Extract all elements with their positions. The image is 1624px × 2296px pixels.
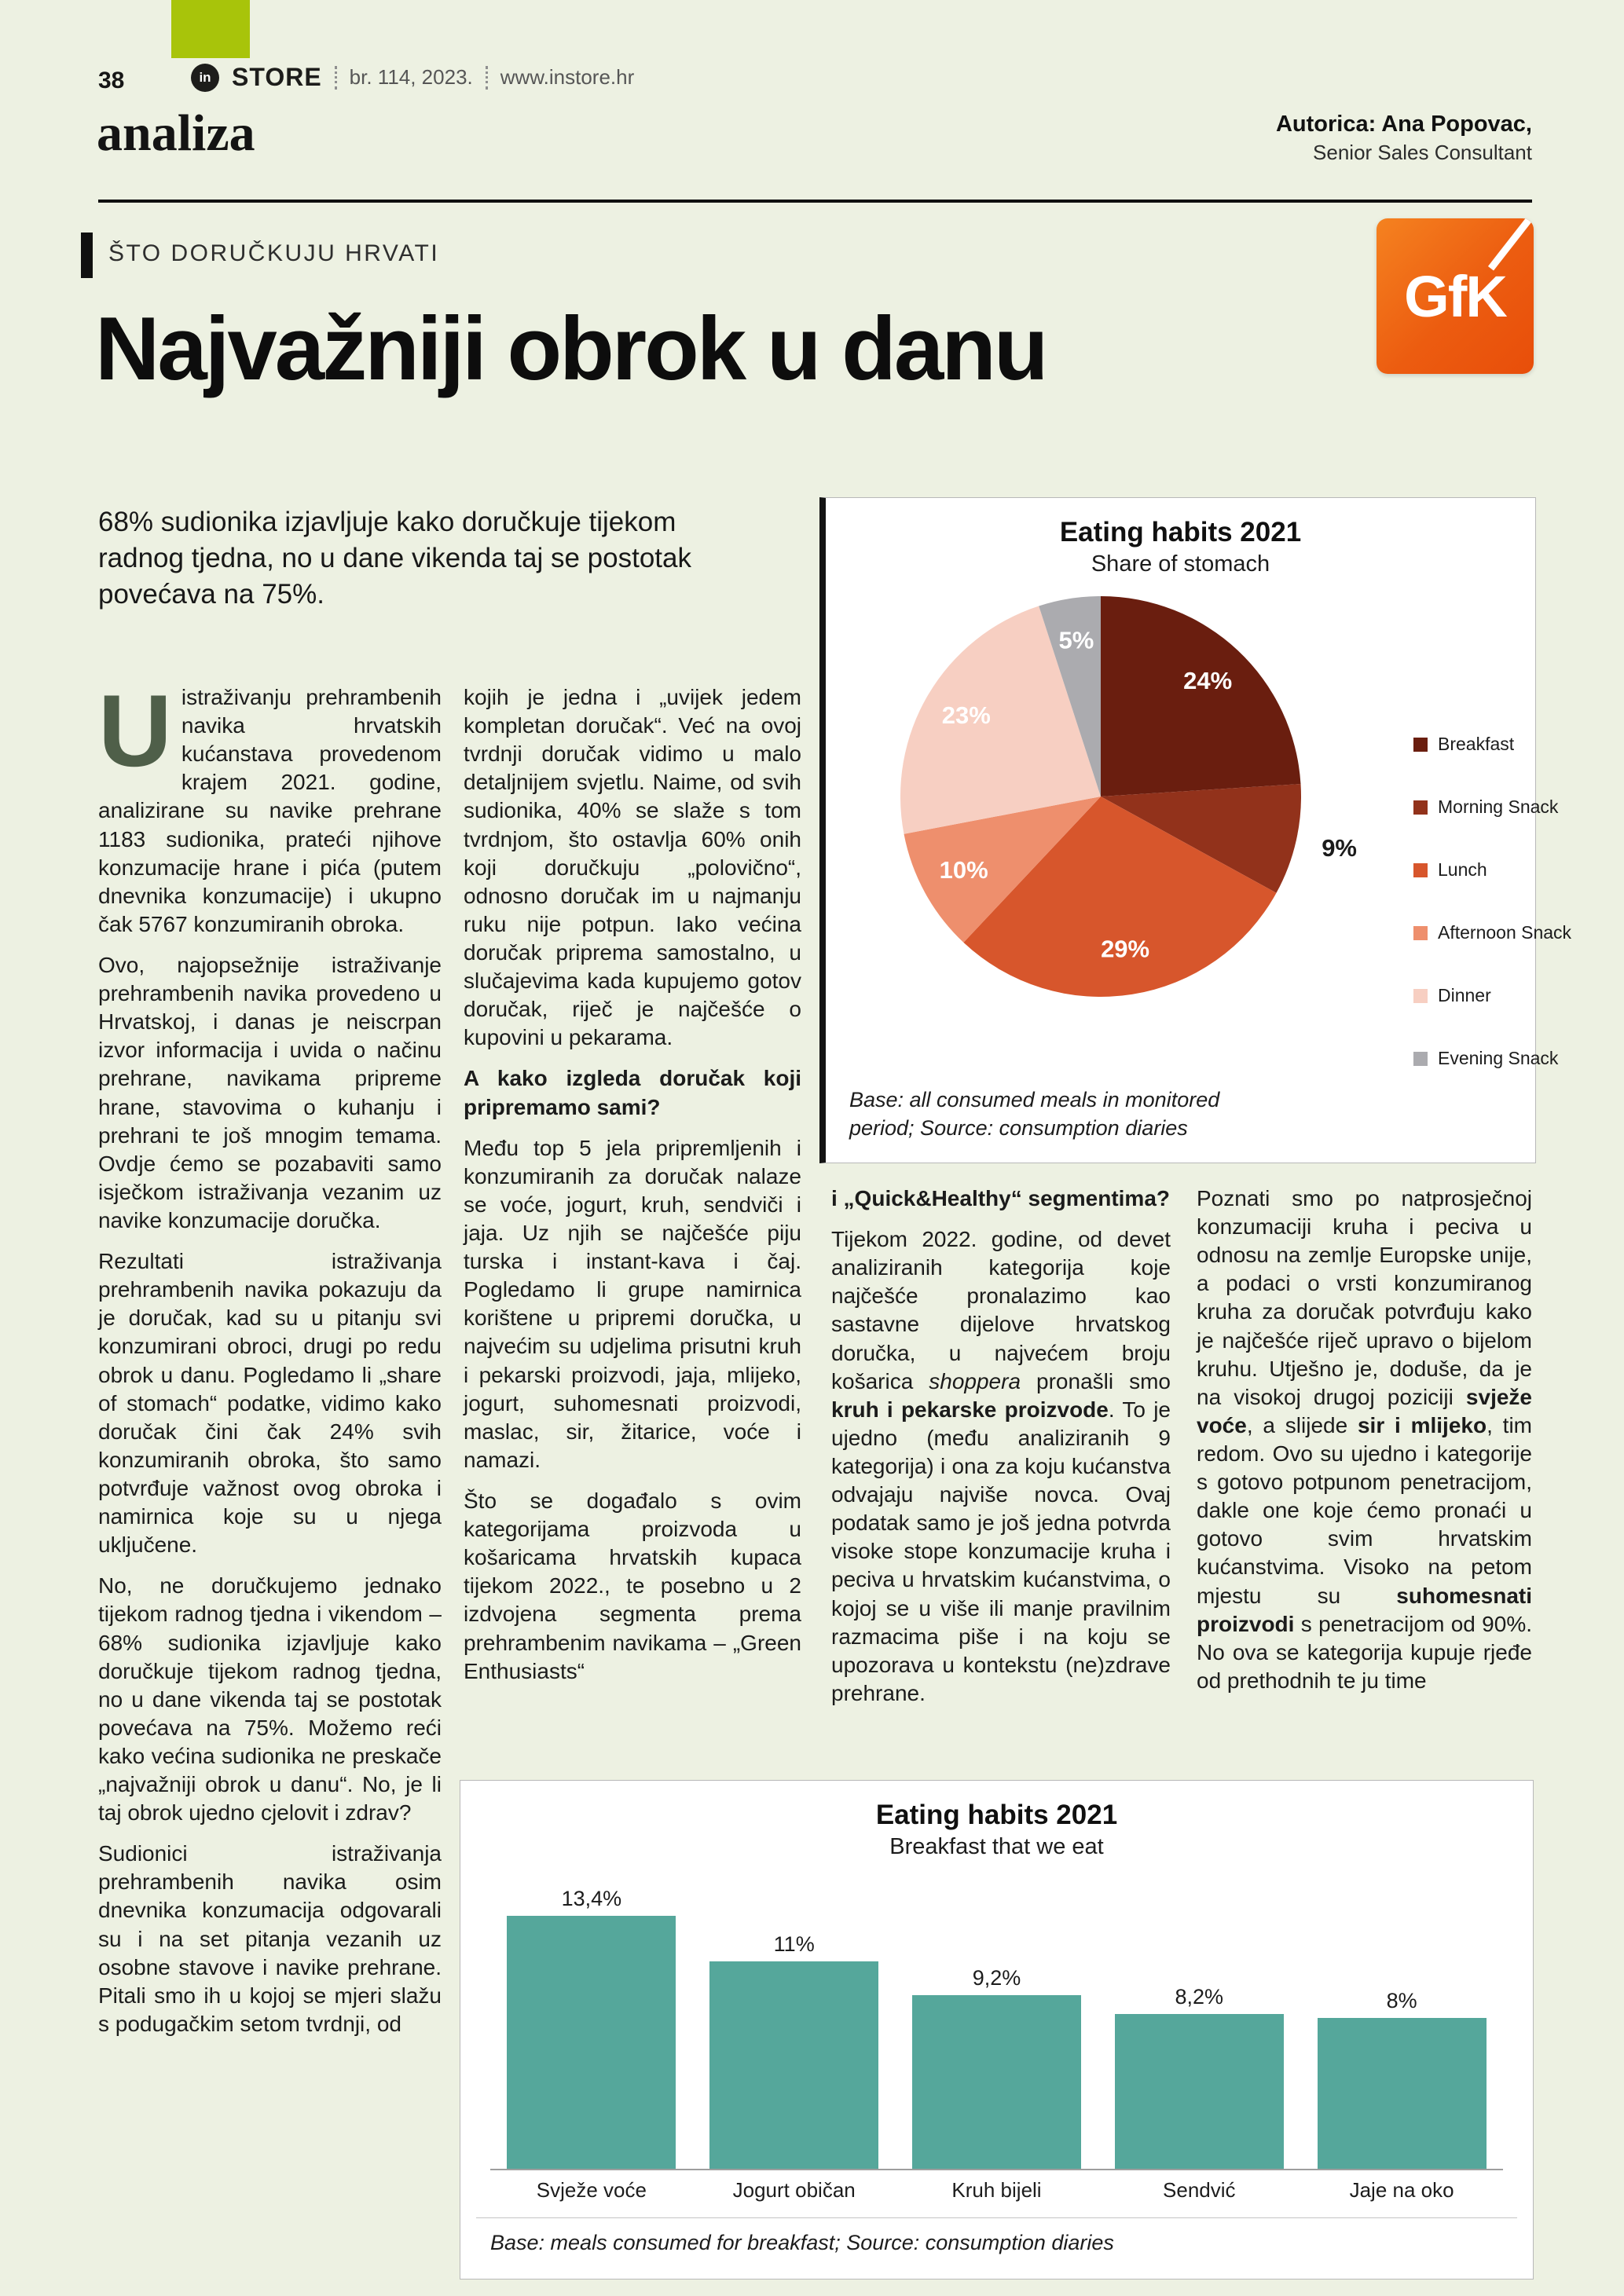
pie-value-label: 29%	[1101, 935, 1150, 963]
bar-column	[693, 1932, 896, 2169]
paragraph: Tijekom 2022. godine, od devet analiziranih kategorija koje najčešće pronalazimo kao sastavne dijelove hrvatskog doručka, u najvećem broju košarica shoppera pronašli smo kruh i pekarske proizvode. To je ujedno (među analiziranih 9 kategorija) i ona za koju kućanstva odvajaju najviše novca. Ovaj podatak samo je još jedna potvrda visoke stope konzumacije kruha i peciva u hrvatskim kućanstvima, o kojoj se u više ili manje pravilnim razmacima piše i na koju se upozorava u kontekstu (ne)zdrave prehrane.	[831, 1227, 1171, 1705]
legend-swatch-icon	[1413, 800, 1428, 815]
paragraph: Ovo, najopsežnije istraživanje prehrambenih navika provedeno u Hrvatskoj, i danas je neiscrpan izvor informacija i uvida o načinu prehrane, navikama pripreme hrane, stavovima o kuhanju i prehrani te još mnogim temama. Ovdje ćemo se pozabaviti samo isječkom istraživanja vezanim uz navike konzumacije doručka.	[98, 952, 442, 1232]
bar-axis-rule	[476, 2217, 1517, 2218]
gfk-slash-icon	[1488, 218, 1531, 271]
legend-label: Breakfast	[1438, 734, 1515, 754]
pie-value-label: 10%	[939, 855, 988, 884]
pie-chart-subtitle: Share of stomach	[1091, 551, 1270, 577]
bar-column	[1300, 1989, 1503, 2169]
header-rule	[98, 200, 1532, 203]
legend-label: Afternoon Snack	[1438, 922, 1572, 943]
pie-chart-title: Eating habits 2021	[1059, 517, 1302, 547]
legend-label: Evening Snack	[1438, 1048, 1559, 1068]
headline: Najvažniji obrok u danu	[95, 299, 1047, 399]
bar-sendvić	[1115, 2014, 1284, 2169]
paragraph: i „Quick&Healthy“ segmentima?	[831, 1186, 1171, 1210]
paragraph: Što se događalo s ovim kategorijama proizvoda u košaricama hrvatskih kupaca tijekom 2022., te posebno u 2 izdvojena segmenta prema prehrambenim navikama – „Green Enthusiasts“	[464, 1488, 801, 1683]
bar-column	[490, 1887, 693, 2169]
legend-swatch-icon	[1413, 738, 1428, 752]
bar-value-label: 13,4%	[561, 1887, 622, 1911]
bar-column	[1098, 1985, 1300, 2169]
website-url: www.instore.hr	[500, 65, 635, 89]
paragraph: Uistraživanju prehrambenih navika hrvatskih kućanstava provedenom krajem 2021. godine, analizirane su navike prehrane 1183 sudionika, prateći njihove konzumacije hrane i pića (putem dnevnika konzumacije) i ukupno čak 5767 konzumiranih obroka.	[98, 673, 442, 936]
article-column-1	[98, 673, 442, 2051]
author-title: Senior Sales Consultant	[1313, 141, 1532, 164]
masthead	[191, 63, 634, 92]
pie-chart	[841, 577, 1391, 1016]
brand-name: STORE	[232, 63, 322, 91]
legend-swatch-icon	[1413, 989, 1428, 1003]
divider	[486, 66, 488, 90]
paragraph: A kako izgleda doručak koji pripremamo sami?	[464, 1066, 801, 1119]
bar-chart-title: Eating habits 2021	[875, 1800, 1118, 1830]
kicker: ŠTO DORUČKUJU HRVATI	[108, 240, 440, 266]
masthead-green-block	[171, 0, 250, 58]
pie-chart-note: Base: all consumed meals in monitored period; Source: consumption diaries	[849, 1088, 1220, 1141]
legend-swatch-icon	[1413, 1052, 1428, 1066]
legend-item	[1413, 985, 1571, 1006]
instore-logo-icon: in	[191, 64, 219, 92]
pie-slice-breakfast	[1101, 596, 1301, 796]
kicker-accent-bar	[81, 233, 93, 278]
bar-value-label: 11%	[773, 1932, 815, 1956]
paragraph: Sudionici istraživanja prehrambenih navika osim dnevnika konzumacija odgovarali su i na set pitanja vezanih uz osobne stavove i navike prehrane. Pitali smo ih u kojoj se mjeri slažu s podugačkim setom tvrdnji, od	[98, 1841, 442, 2036]
bar-category-label: Sendvić	[1163, 2178, 1236, 2202]
paragraph: No, ne doručkujemo jednako tijekom radnog tjedna i vikendom – 68% sudionika izjavljuje kako doručkuje tijekom radnog tjedna, no u dane vikenda taj se postotak povećava na 75%. Možemo reći kako većina sudionika ne preskače „najvažniji obrok u danu“. No, je li taj obrok ujedno cjelovit i zdrav?	[98, 1573, 442, 1825]
bar-category-label: Jogurt običan	[732, 2178, 856, 2202]
bar-chart-note: Base: meals consumed for breakfast; Source: consumption diaries	[490, 2231, 1114, 2254]
drop-cap: U	[98, 673, 172, 788]
bar-kruh-bijeli	[912, 1995, 1081, 2169]
pie-value-label: 5%	[1058, 626, 1094, 654]
legend-swatch-icon	[1413, 926, 1428, 940]
bar-category-label: Jaje na oko	[1349, 2178, 1454, 2202]
legend-label: Morning Snack	[1438, 796, 1559, 817]
gfk-logo-text: GfK	[1404, 263, 1506, 329]
section-title: analiza	[97, 104, 255, 162]
bar-value-label: 8%	[1386, 1989, 1417, 2012]
legend-item	[1413, 859, 1571, 881]
divider	[335, 66, 337, 90]
legend-item	[1413, 796, 1571, 818]
paragraph: kojih je jedna i „uvijek jedem kompletan doručak“. Već na ovoj tvrdnji doručak vidimo u malo detaljnijem svjetlu. Naime, od svih sudionika, 40% se slaže s tom tvrdnjom, što ostavlja 60% onih koji doručkuju „polovično“, odnosno doručak im u najmanju ruku nije potpun. Iako većina doručak priprema samostalno, u slučajevima kada kupujemo gotov doručak, riječ je najčešće o kupovini u pekarama.	[464, 685, 801, 1050]
issue-number: br. 114, 2023.	[349, 65, 473, 89]
bar-svježe-voće	[507, 1916, 676, 2169]
lead-paragraph: 68% sudionika izjavljuje kako doručkuje tijekom radnog tjedna, no u dane vikenda taj se postotak povećava na 75%.	[98, 507, 691, 610]
author-name: Autorica: Ana Popovac,	[1275, 112, 1532, 137]
bar-chart-panel	[460, 1780, 1534, 2280]
article-column-3	[831, 1185, 1171, 1720]
bar-category-label: Svježe voće	[536, 2178, 647, 2202]
legend-label: Lunch	[1438, 859, 1487, 880]
bar-jaje-na-oko	[1318, 2018, 1487, 2169]
bar-value-label: 9,2%	[972, 1966, 1021, 1990]
paragraph: Rezultati istraživanja prehrambenih navika pokazuju da je doručak, kad su u pitanju svi konzumirani obroci, drugi po redu obrok u danu. Pogledamo li „share of stomach“ podatke, vidimo kako doručak čini čak 24% svih konzumiranih obroka, što samo potvrđuje važnost ovog obroka i namirnica koje su u njega uključene.	[98, 1249, 442, 1558]
bar-jogurt-običan	[709, 1961, 878, 2169]
bar-value-label: 8,2%	[1175, 1985, 1224, 2009]
legend-item	[1413, 1048, 1571, 1069]
paragraph: Poznati smo po natprosječnoj konzumaciji kruha i peciva u odnosu na zemlje Europske unije, a podaci o vrsti konzumiranog kruha za doručak potvrđuju kako je najčešće riječ upravo o bijelom kruhu. Utješno je, doduše, da je na visokoj drugoj poziciji svježe voće, a slijede sir i mlijeko, tim redom. Ovo su ujedno i kategorije s gotovo potpunom penetracijom, dakle one koje ćemo pronaći u gotovo svim hrvatskim kućanstvima. Visoko na petom mjestu su suhomesnati proizvodi s penetracijom od 90%. No ova se kategorija kupuje rjeđe od prethodnih te ju time	[1197, 1186, 1532, 1693]
legend-item	[1413, 922, 1571, 943]
bar-category-axis	[490, 2178, 1503, 2203]
paragraph: Među top 5 jela pripremljenih i konzumiranih za doručak nalaze se voće, jogurt, kruh, sendviči i jaja. Uz njih se najčešće piju turska i instant-kava i čaj. Pogledamo li grupe namirnica korištene u pripremi doručka, u najvećim su udjelima prisutni kruh i pekarski proizvodi, jaja, mlijeko, jogurt, suhomesnati proizvodi, maslac, sir, žitarice, voće i namazi.	[464, 1135, 801, 1472]
article-column-2	[464, 683, 801, 1698]
pie-value-label: 24%	[1183, 667, 1233, 695]
bar-plot-area	[490, 1887, 1503, 2170]
legend-label: Dinner	[1438, 985, 1491, 1005]
pie-value-label: 9%	[1322, 834, 1358, 862]
page-number: 38	[98, 68, 125, 93]
pie-value-label: 23%	[941, 701, 991, 729]
bar-category-label: Kruh bijeli	[951, 2178, 1042, 2202]
article-column-4	[1197, 1185, 1532, 1708]
bar-column	[896, 1966, 1098, 2169]
bar-chart-subtitle: Breakfast that we eat	[889, 1834, 1104, 1859]
author-block	[1276, 112, 1532, 165]
legend-swatch-icon	[1413, 863, 1428, 877]
pie-legend	[1413, 734, 1571, 1111]
legend-item	[1413, 734, 1571, 755]
pie-chart-panel	[819, 497, 1572, 1163]
